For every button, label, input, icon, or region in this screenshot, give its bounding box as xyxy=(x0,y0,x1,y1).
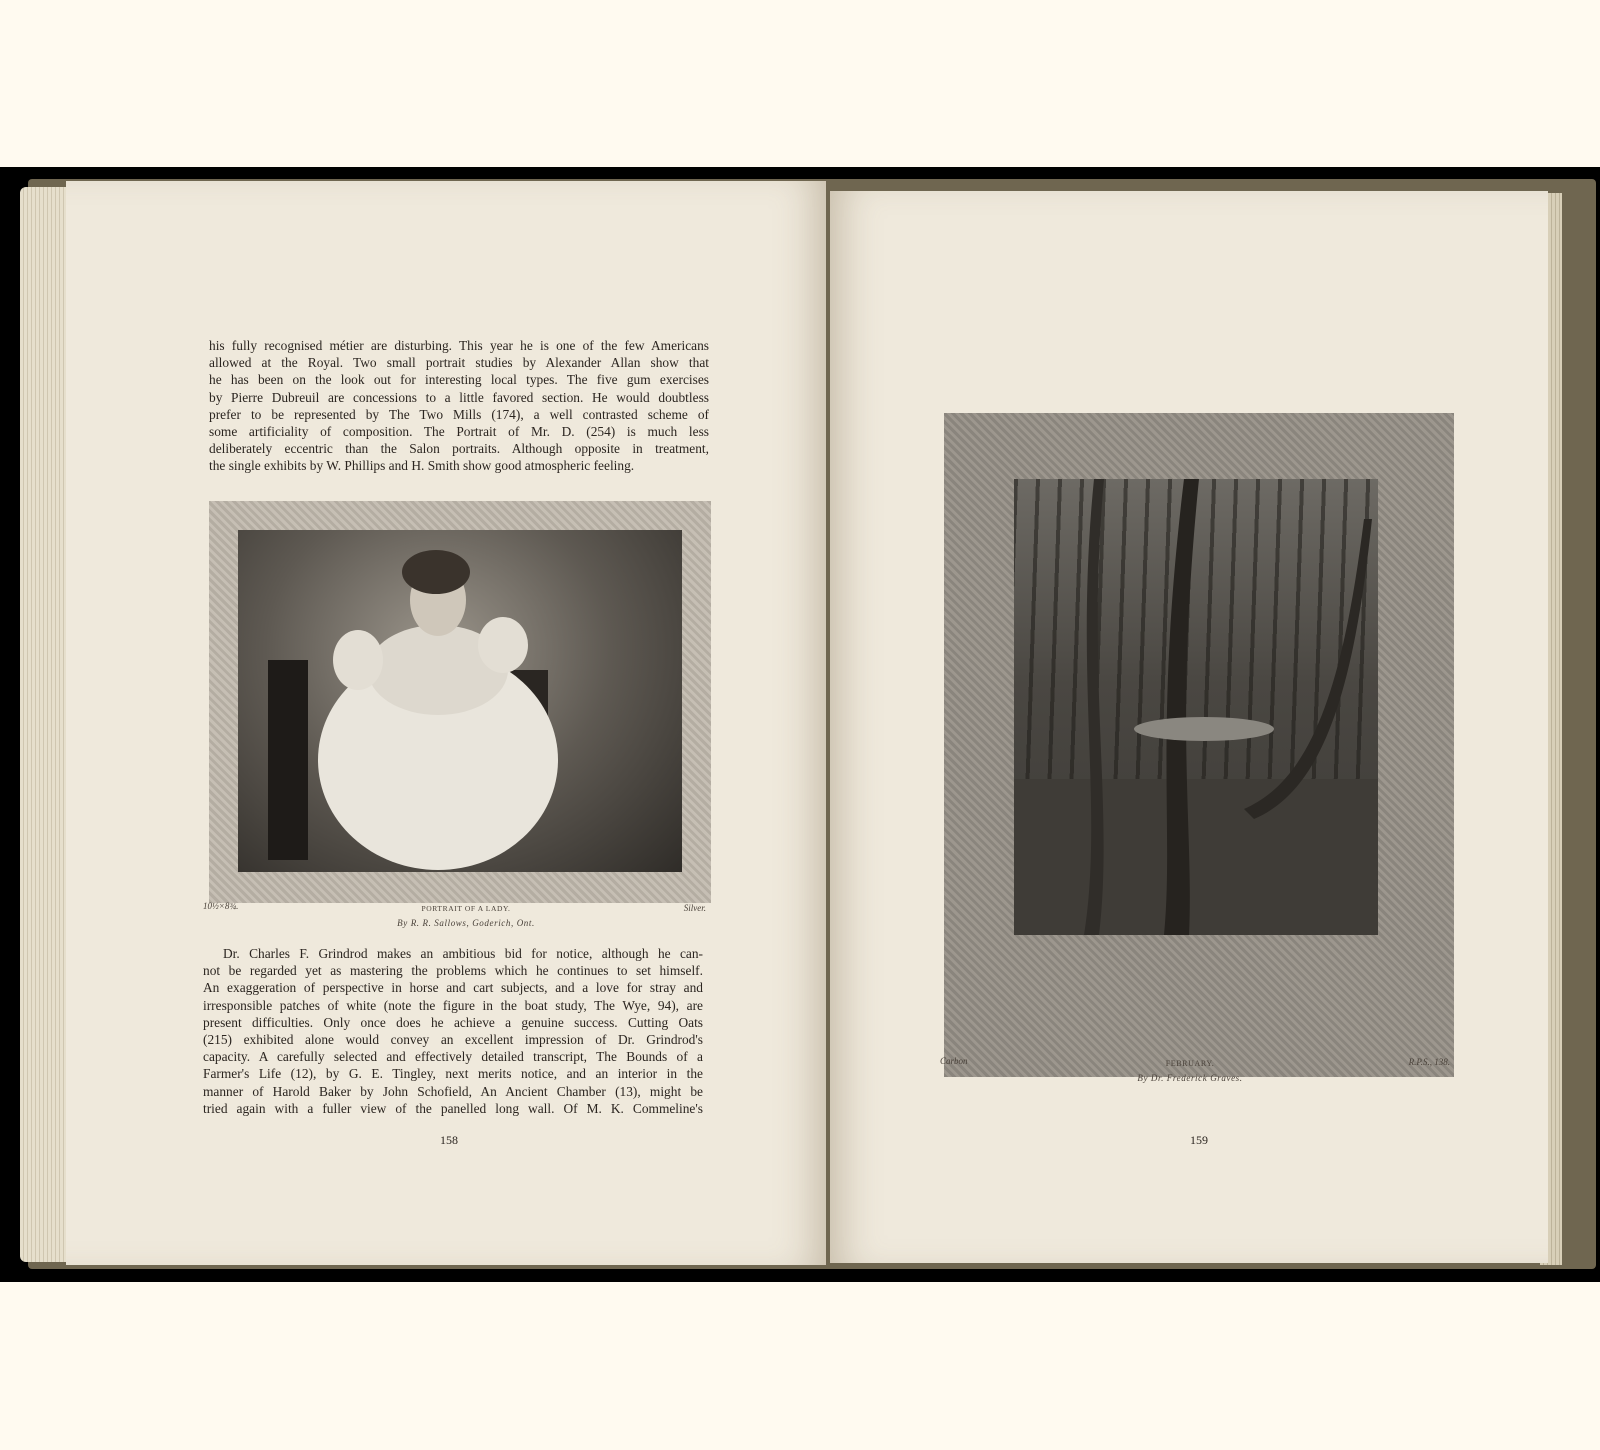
plate-credit-caption-right: By Dr. Frederick Graves. xyxy=(1137,1073,1243,1083)
portrait-of-a-lady-photo xyxy=(238,530,682,872)
february-plate xyxy=(944,413,1454,1077)
plate-ref-caption-right: R.P.S., 138. xyxy=(1408,1057,1450,1067)
plate-title-caption: PORTRAIT OF A LADY. xyxy=(421,904,511,913)
plate-process-caption: Silver. xyxy=(683,903,706,913)
portrait-figure-illustration xyxy=(238,530,682,872)
page-number-left: 158 xyxy=(440,1133,458,1147)
plate-credit-caption: By R. R. Sallows, Goderich, Ont. xyxy=(397,918,535,928)
plate-process-caption-right: Carbon xyxy=(940,1056,968,1066)
left-page xyxy=(66,181,826,1265)
plate-size-caption: 10½×8¾. xyxy=(203,901,239,911)
page-number-right: 159 xyxy=(1190,1133,1208,1147)
forest-illustration xyxy=(1014,479,1378,935)
portrait-plate xyxy=(209,501,711,903)
plate-title-caption-right: FEBRUARY. xyxy=(1165,1059,1215,1068)
right-page xyxy=(830,191,1548,1263)
paragraph-1: his fully recognised métier are disturbing. This year he is one of the few Americans allowed at the Royal. Two small portrait studies by Alexander Allan show that he has been on the look out for interesting local types. The five gum exercises by Pierre Dubreuil are concessions to a little favored section. He would doubtless prefer to be represented by The Two Mills (174), a well contrasted scheme of some artificiality of composition. The Portrait of Mr. D. (254) is much less deliberately eccentric than the Salon portraits. Although opposite in treatment, the single exhibits by W. Phillips and H. Smith show good atmospheric feeling. xyxy=(209,338,709,474)
paragraph-2: Dr. Charles F. Grindrod makes an ambitious bid for notice, although he can- not be regarded yet as mastering the problems which he continues to set himself. An exaggeration of perspective in horse and cart subjects, and a love for stray and irresponsible patches of white (note the figure in the boat study, The Wye, 94), are present difficulties. Only once does he achieve a genuine success. Cutting Oats (215) exhibited alone would convey an excellent impression of Dr. Grindrod's capacity. A carefully selected and effectively detailed transcript, The Bounds of a Farmer's Life (12), by G. E. Tingley, next merits notice, and an interior in the manner of Harold Baker by John Schofield, An Ancient Chamber (13), might be tried again with a fuller view of the panelled long wall. Of M. K. Commeline's xyxy=(203,946,703,1116)
february-forest-photo xyxy=(1014,479,1378,935)
book-scan xyxy=(0,167,1600,1282)
